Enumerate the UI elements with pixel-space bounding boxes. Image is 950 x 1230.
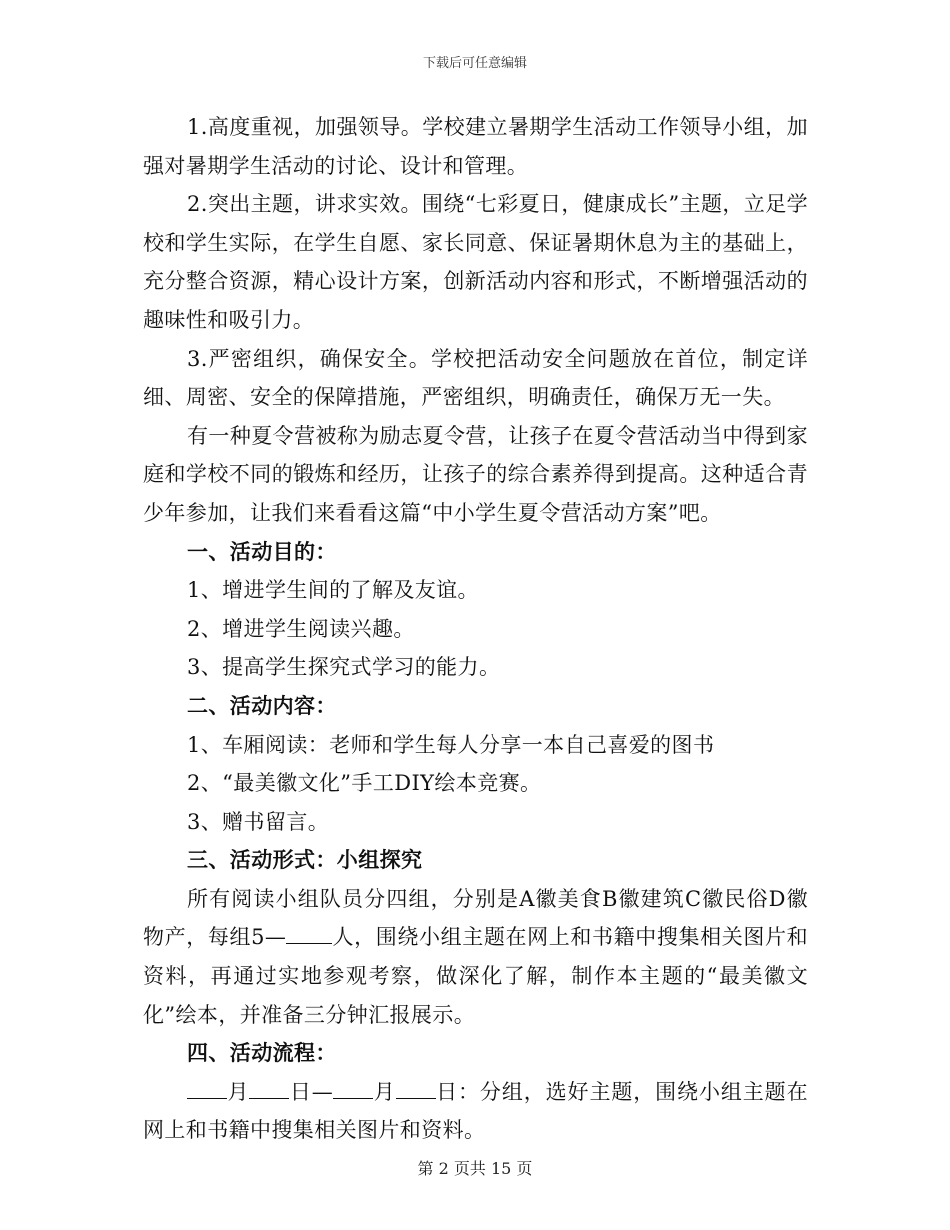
- page-footer: 第 2 页共 15 页: [417, 1159, 533, 1178]
- paragraph-flow: [143, 1073, 808, 1150]
- content-item-1: 1、车厢阅读：老师和学生每人分享一本自己喜爱的图书: [187, 732, 715, 757]
- section-heading-flow: 四、活动流程：: [187, 1040, 337, 1066]
- paragraph-3: 3.严密组织，确保安全。学校把活动安全问题放在首位，制定详细、周密、安全的保障措施，严密组织，明确责任，确保万无一失。: [143, 346, 808, 410]
- fill-blank: [333, 1080, 373, 1099]
- content-item-2: 2、“最美徽文化”手工DIY绘本竞赛。: [187, 771, 542, 796]
- section-heading-form: 三、活动形式：小组探究: [187, 847, 423, 873]
- flow-day-label: 日—: [289, 1079, 334, 1104]
- form-text-end: 人，围绕小组主题在网上和书籍中搜集相关图片和资料，再通过实地参观考察，做深化了解，制作本主题的“最美徽文化”绘本，并准备三分钟汇报展示。: [143, 925, 808, 1027]
- paragraph-intro: 有一种夏令营被称为励志夏令营，让孩子在夏令营活动当中得到家庭和学校不同的锻炼和经历，让孩子的综合素养得到提高。这种适合青少年参加，让我们来看看这篇“中小学生夏令营活动方案”吧。: [143, 423, 808, 525]
- document-body: [143, 108, 808, 1150]
- fill-blank: [396, 1080, 436, 1099]
- flow-month-label: 月: [227, 1079, 250, 1104]
- form-text-start: 所有阅读小组队员分四组，分别是A徽美食B徽建筑C徽民俗D徽物产，每组5—: [143, 886, 808, 950]
- fill-blank: [286, 925, 332, 944]
- page-header: 下载后可任意编辑: [422, 56, 527, 71]
- content-item-3: 3、赠书留言。: [187, 809, 330, 834]
- section-heading-goals: 一、活动目的：: [187, 538, 337, 564]
- goal-item-3: 3、提高学生探究式学习的能力。: [187, 655, 501, 680]
- paragraph-1: 1.高度重视，加强领导。学校建立暑期学生活动工作领导小组，加强对暑期学生活动的讨论、设计和管理。: [143, 115, 808, 178]
- fill-blank: [249, 1080, 289, 1099]
- section-heading-content: 二、活动内容：: [187, 692, 337, 718]
- fill-blank: [187, 1080, 227, 1099]
- flow-text: 日：分组，选好主题，围绕小组主题在网上和书籍中搜集相关图片和资料。: [143, 1079, 808, 1143]
- paragraph-form: [143, 880, 808, 1034]
- paragraph-2: 2.突出主题，讲求实效。围绕“七彩夏日，健康成长”主题，立足学校和学生实际，在学生自愿、家长同意、保证暑期休息为主的基础上，充分整合资源，精心设计方案，创新活动内容和形式，不断增强活动的趣味性和吸引力。: [143, 192, 808, 332]
- goal-item-2: 2、增进学生阅读兴趣。: [187, 616, 415, 641]
- goal-item-1: 1、增进学生间的了解及友谊。: [187, 578, 479, 603]
- flow-month-label: 月: [373, 1079, 396, 1104]
